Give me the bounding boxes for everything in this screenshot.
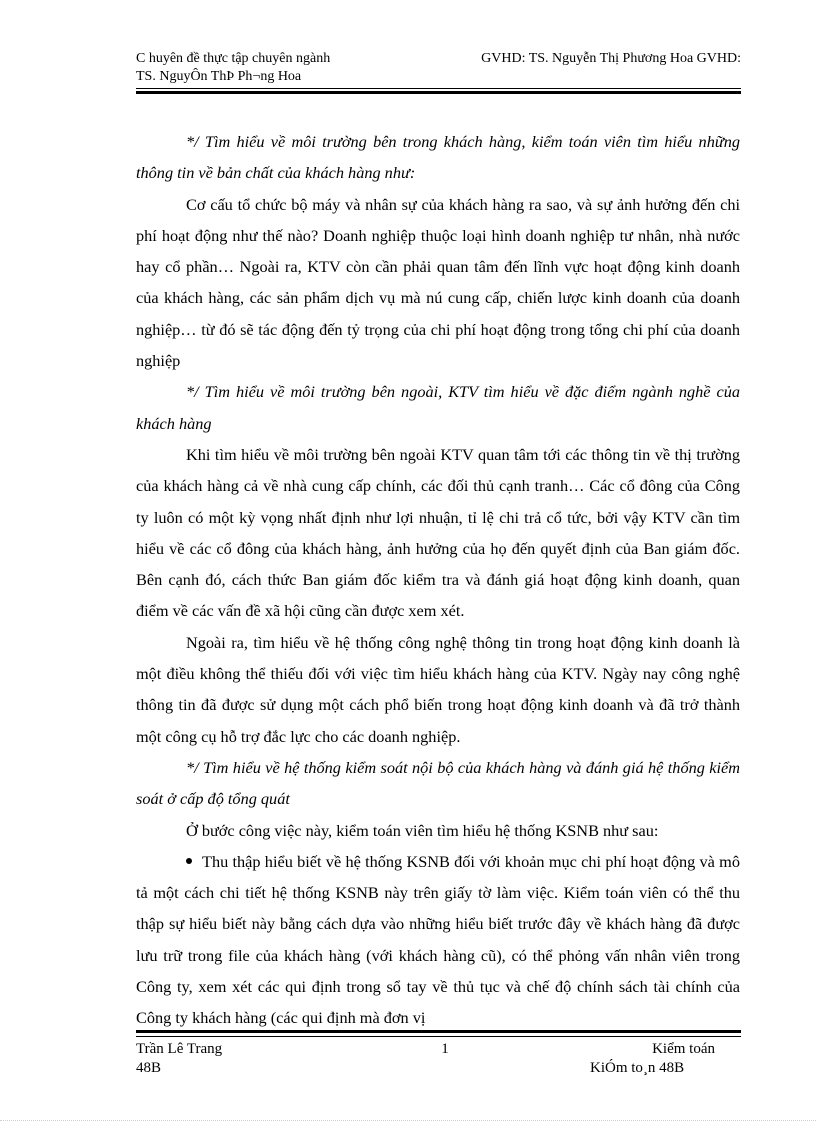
footer-divider-thin [136, 1036, 741, 1037]
page-header [136, 50, 741, 86]
header-course-title: C huyên đề thực tập chuyên ngành [136, 51, 331, 66]
bullet-item-ksnb [136, 846, 740, 1034]
footer-divider-thick [136, 1030, 741, 1033]
header-line-2: TS. NguyÔn ThÞ Ph¬ng Hoa [136, 69, 302, 84]
footer-author [136, 1040, 356, 1078]
header-line-1 [136, 50, 741, 68]
paragraph-ksnb-intro: Ở bước công việc này, kiểm toán viên tìm hiểu hệ thống KSNB như sau: [186, 820, 659, 840]
bullet-item-text: Thu thập hiểu biết về hệ thống KSNB đối với khoản mục chi phí hoạt động và mô tả một cách chi tiết hệ thống KSNB này trên giấy tờ làm việc. Kiểm toán viên có thể thu thập sự hiểu biết này bằng cách dựa vào những hiểu biết trước đây về khách hàng đã được lưu trữ trong file của khách hàng (với khách hàng cũ), có thể phỏng vấn nhân viên trong Công ty, xem xét các qui định trong sổ tay về thủ tục và chế độ chính sách tài chính của Công ty khách hàng (các qui định mà đơn vị [136, 851, 740, 1028]
header-divider-thick [136, 91, 741, 94]
paragraph-organization-structure: Cơ cấu tổ chức bộ máy và nhân sự của khách hàng ra sao, và sự ảnh hưởng đến chi phí hoạt động như thế nào? Doanh nghiệp thuộc loại hình doanh nghiệp tư nhân, nhà nước hay cổ phần… Ngoài ra, KTV còn cần phải quan tâm đến lĩnh vực hoạt động kinh doanh của khách hàng, các sản phẩm dịch vụ mà nú cung cấp, chiến lược kinh doanh của doanh nghiệp… từ đó sẽ tác động đến tỷ trọng của chi phí hoạt động trong tổng chi phí của doanh nghiệp [136, 194, 740, 371]
footer-department-name: Kiểm toán [652, 1041, 715, 1057]
section-heading-external-environment: */ Tìm hiểu về môi trường bên ngoài, KTV tìm hiểu về đặc điểm ngành nghề của khách hàng [136, 382, 740, 433]
section-heading-internal-control: */ Tìm hiểu về hệ thống kiểm soát nội bộ của khách hàng và đánh giá hệ thống kiểm soát ở cấp độ tổng quát [136, 757, 740, 809]
page-bottom-edge [0, 1120, 816, 1121]
footer-author-name: Trần Lê Trang [136, 1041, 223, 1057]
page-number: 1 [441, 1041, 449, 1057]
header-divider-thin [136, 88, 741, 89]
document-body [136, 126, 740, 1034]
section-heading-internal-environment: */ Tìm hiểu về môi trường bên trong khách hàng, kiểm toán viên tìm hiểu những thông tin về bản chất của khách hàng như: [136, 132, 740, 183]
footer-author-class: 48B [136, 1060, 162, 1076]
footer-department-class: KiÓm to¸n 48B [590, 1060, 685, 1076]
paragraph-market-shareholders: Khi tìm hiểu về môi trường bên ngoài KTV quan tâm tới các thông tin về thị trường của khách hàng cả về nhà cung cấp chính, các đối thủ cạnh tranh… Các cổ đông của Công ty luôn có một kỳ vọng nhất định như lợi nhuận, tỉ lệ chi trả cổ tức, bởi vậy KTV cần tìm hiểu về các cổ đông của khách hàng, ảnh hưởng của họ đến quyết định của Ban giám đốc. Bên cạnh đó, cách thức Ban giám đốc kiểm tra và đánh giá hoạt động kinh doanh, quan điểm về các vấn đề xã hội cũng cần được xem xét. [136, 444, 740, 621]
paragraph-information-technology: Ngoài ra, tìm hiểu về hệ thống công nghệ thông tin trong hoạt động kinh doanh là một điều không thể thiếu đối với việc tìm hiểu khách hàng của KTV. Ngày nay công nghệ thông tin đã được sử dụng một cách phổ biến trong hoạt động kinh doanh và đã trở thành một công cụ hỗ trợ đắc lực cho các doanh nghiệp. [136, 632, 740, 746]
footer-department [560, 1040, 715, 1078]
bullet-icon [186, 858, 192, 864]
header-supervisor: GVHD: TS. Nguyễn Thị Phương Hoa GVHD: [481, 51, 741, 66]
